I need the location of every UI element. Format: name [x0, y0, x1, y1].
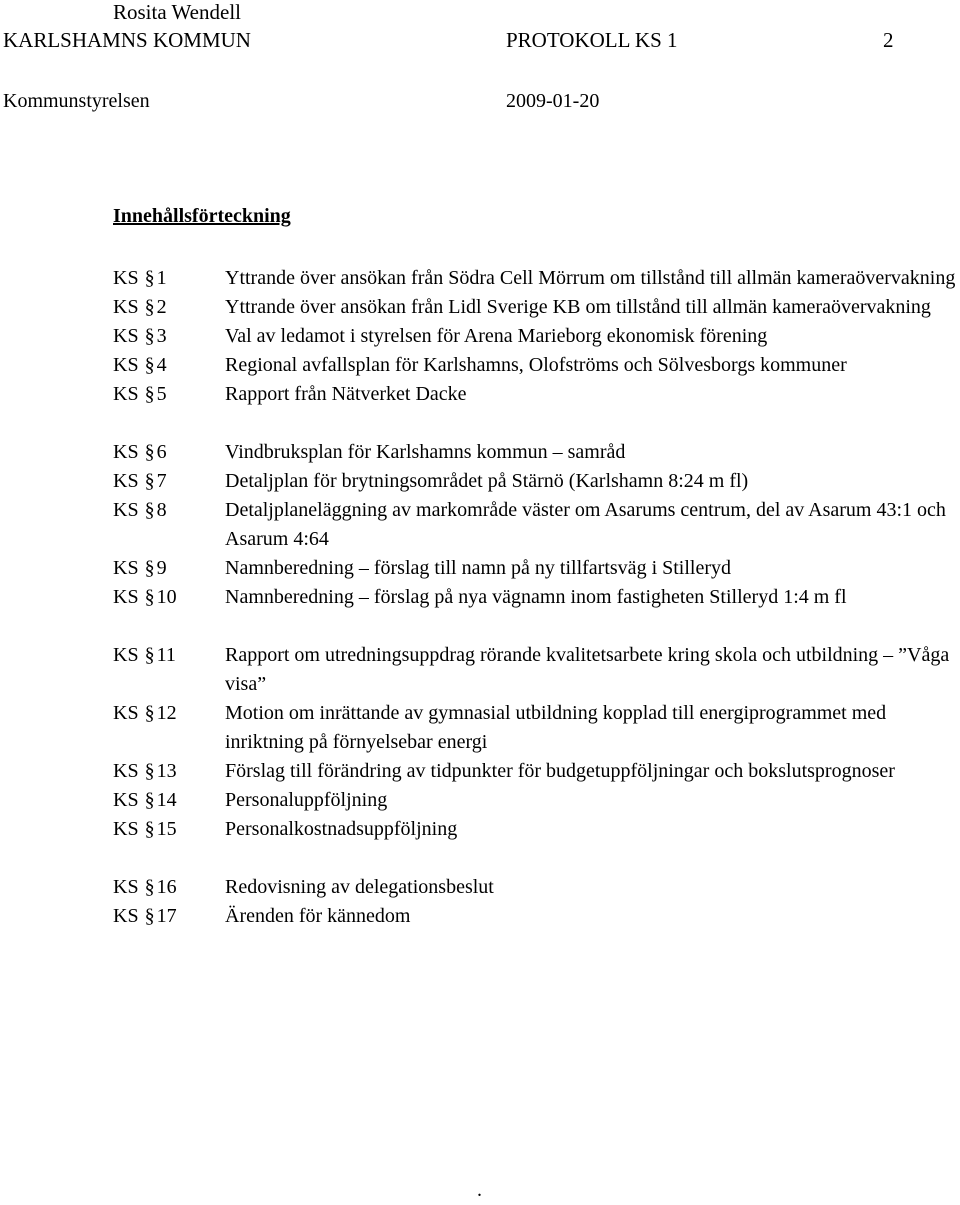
section-sign: § [144, 760, 155, 782]
toc-item-num: 13 [156, 760, 177, 782]
toc-item-prefix: KS [113, 789, 139, 811]
toc-item-prefix: KS [113, 905, 139, 927]
toc-item-num: 3 [156, 325, 167, 347]
toc-item-number [113, 496, 225, 525]
toc-item-text: Vindbruksplan för Karlshamns kommun – samråd [225, 441, 626, 463]
toc-group [113, 264, 958, 409]
toc-item [113, 641, 958, 699]
organization-name: KARLSHAMNS KOMMUN [3, 28, 251, 52]
toc-item-text: Rapport från Nätverket Dacke [225, 383, 467, 405]
section-sign: § [144, 325, 155, 347]
toc-item-prefix: KS [113, 760, 139, 782]
toc-item-num: 15 [156, 818, 177, 840]
toc-item-prefix: KS [113, 557, 139, 579]
toc-item-number [113, 380, 225, 409]
toc-item-text: Detaljplaneläggning av markområde väster om Asarums centrum, del av Asarum 43:1 och Asarum 4:64 [225, 499, 946, 550]
toc-item [113, 322, 958, 351]
section-sign: § [144, 267, 155, 289]
toc-item-num: 8 [156, 499, 167, 521]
section-sign: § [144, 905, 155, 927]
toc-item-num: 16 [156, 876, 177, 898]
toc-item-num: 17 [156, 905, 177, 927]
toc-item-number [113, 554, 225, 583]
toc-item-text: Yttrande över ansökan från Södra Cell Mörrum om tillstånd till allmän kameraövervakning [225, 267, 956, 289]
section-sign: § [144, 818, 155, 840]
toc-item-text: Yttrande över ansökan från Lidl Sverige KB om tillstånd till allmän kameraövervakning [225, 296, 931, 318]
toc-item-num: 12 [156, 702, 177, 724]
toc-item-text: Personalkostnadsuppföljning [225, 818, 458, 840]
toc-item-text: Ärenden för kännedom [225, 905, 411, 927]
toc-item-text: Val av ledamot i styrelsen för Arena Marieborg ekonomisk förening [225, 325, 768, 347]
toc-item-num: 14 [156, 789, 177, 811]
toc-item-num: 11 [156, 644, 176, 666]
toc-item-number [113, 873, 225, 902]
toc-item-number [113, 786, 225, 815]
toc-item-prefix: KS [113, 702, 139, 724]
toc-item-prefix: KS [113, 441, 139, 463]
footer-mark: . [477, 1179, 482, 1201]
toc-item-number [113, 467, 225, 496]
meeting-date: 2009-01-20 [506, 90, 600, 112]
toc-item [113, 815, 958, 844]
section-sign: § [144, 876, 155, 898]
toc-item-num: 10 [156, 586, 177, 608]
toc-group [113, 873, 958, 931]
toc-item-num: 2 [156, 296, 167, 318]
section-sign: § [144, 557, 155, 579]
toc-title: Innehållsförteckning [113, 205, 291, 227]
toc-item-prefix: KS [113, 325, 139, 347]
toc-item-text: Regional avfallsplan för Karlshamns, Olofströms och Sölvesborgs kommuner [225, 354, 847, 376]
toc-item-num: 9 [156, 557, 167, 579]
toc-item [113, 902, 958, 931]
section-sign: § [144, 702, 155, 724]
toc-item-number [113, 351, 225, 380]
section-sign: § [144, 586, 155, 608]
toc-item-number [113, 438, 225, 467]
toc-item-text: Förslag till förändring av tidpunkter för budgetuppföljningar och bokslutsprognoser [225, 760, 895, 782]
toc-item-number [113, 641, 225, 670]
toc-item-num: 6 [156, 441, 167, 463]
toc-item-text: Namnberedning – förslag på nya vägnamn inom fastigheten Stilleryd 1:4 m fl [225, 586, 847, 608]
toc-item-number [113, 322, 225, 351]
table-of-contents [113, 264, 958, 960]
toc-item-number [113, 902, 225, 931]
toc-item-num: 5 [156, 383, 167, 405]
section-sign: § [144, 499, 155, 521]
toc-item-text: Detaljplan för brytningsområdet på Stärnö (Karlshamn 8:24 m fl) [225, 470, 749, 492]
toc-item-number [113, 757, 225, 786]
toc-item-text: Redovisning av delegationsbeslut [225, 876, 494, 898]
toc-item-prefix: KS [113, 383, 139, 405]
toc-item [113, 699, 958, 757]
section-sign: § [144, 470, 155, 492]
page-number: 2 [883, 28, 894, 52]
toc-item [113, 496, 958, 554]
toc-item [113, 380, 958, 409]
toc-item [113, 873, 958, 902]
toc-item [113, 467, 958, 496]
toc-item-prefix: KS [113, 644, 139, 666]
department-name: Kommunstyrelsen [3, 90, 150, 112]
toc-item-prefix: KS [113, 470, 139, 492]
toc-item-prefix: KS [113, 354, 139, 376]
toc-item-num: 7 [156, 470, 167, 492]
toc-item-num: 1 [156, 267, 167, 289]
protocol-title: PROTOKOLL KS 1 [506, 28, 678, 52]
section-sign: § [144, 644, 155, 666]
toc-item-number [113, 264, 225, 293]
toc-item [113, 554, 958, 583]
toc-item-prefix: KS [113, 818, 139, 840]
toc-item [113, 438, 958, 467]
toc-group [113, 438, 958, 612]
toc-item-text: Motion om inrättande av gymnasial utbildning kopplad till energiprogrammet med inriktning på förnyelsebar energi [225, 702, 887, 753]
toc-item-prefix: KS [113, 499, 139, 521]
toc-item-number [113, 815, 225, 844]
toc-item-prefix: KS [113, 876, 139, 898]
toc-item [113, 786, 958, 815]
toc-item-number [113, 699, 225, 728]
toc-item-num: 4 [156, 354, 167, 376]
section-sign: § [144, 441, 155, 463]
toc-item-text: Rapport om utredningsuppdrag rörande kvalitetsarbete kring skola och utbildning – ”Våga visa” [225, 644, 950, 695]
section-sign: § [144, 383, 155, 405]
author-name: Rosita Wendell [113, 0, 241, 24]
section-sign: § [144, 296, 155, 318]
toc-item [113, 264, 958, 293]
toc-item-prefix: KS [113, 586, 139, 608]
toc-item-text: Namnberedning – förslag till namn på ny tillfartsväg i Stilleryd [225, 557, 732, 579]
toc-group [113, 641, 958, 844]
toc-item [113, 583, 958, 612]
section-sign: § [144, 789, 155, 811]
toc-item [113, 351, 958, 380]
toc-item-prefix: KS [113, 267, 139, 289]
toc-item [113, 293, 958, 322]
toc-item [113, 757, 958, 786]
section-sign: § [144, 354, 155, 376]
toc-item-prefix: KS [113, 296, 139, 318]
toc-item-text: Personaluppföljning [225, 789, 388, 811]
toc-item-number [113, 583, 225, 612]
toc-item-number [113, 293, 225, 322]
